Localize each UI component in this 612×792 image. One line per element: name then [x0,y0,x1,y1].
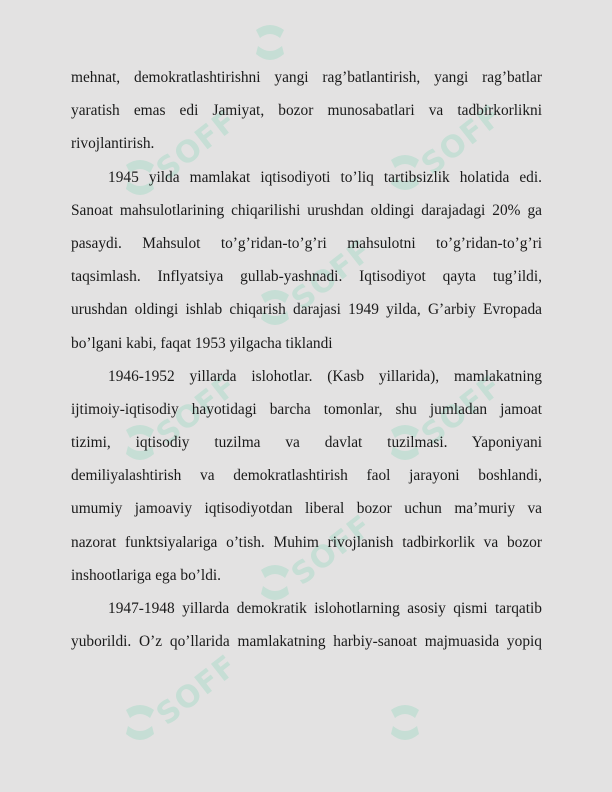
watermark-text: SOFF [150,103,245,188]
text-line: yaratish emas edi Jamiyat, bozor munosabatlari va tadbirkorlikni [71,102,542,120]
watermark-text: SOFF [415,368,510,453]
watermark-text: SOFF [150,368,245,453]
text-line: mehnat, demokratlashtirishni yangi rag’batlantirish, yangi rag’batlar [71,69,542,86]
text-line: inshootlariga ega bo’ldi. [71,566,222,584]
text-line: ijtimoiy-iqtisodiy hayotidagi barcha tomonlar, shu jumladan jamoat [71,400,542,418]
text-line: taqsimlash. Inflyatsiya gullab-yashnadi. Iqtisodiyot qayta tug’ildi, [71,268,542,286]
text-line: yuborildi. O’z qo’llarida mamlakatning harbiy-sanoat majmuasida yopiq [71,633,542,651]
text-line: demiliyalashtirish va demokratlashtirish faol jarayoni boshlandi, [71,467,542,485]
watermark-logo-icon [385,700,425,746]
watermark-logo-icon [250,20,290,66]
watermark-text: SOFF [285,508,380,593]
text-line: 1946-1952 yillarda islohotlar. (Kasb yillarida), mamlakatning [108,367,542,385]
watermark-text: SOFF [150,648,245,733]
watermark-text: SOFF [415,98,510,183]
text-line: bo’lgani kabi, faqat 1953 yilgacha tiklandi [71,334,333,352]
text-line: Sanoat mahsulotlarining chiqarilishi urushdan oldingi darajadagi 20% ga [71,201,542,219]
text-line: 1945 yilda mamlakat iqtisodiyoti to’liq tartibsizlik holatida edi. [108,168,542,186]
watermark-logo-icon [120,700,160,746]
text-line: pasaydi. Mahsulot to’g’ridan-to’g’ri mahsulotni to’g’ridan-to’g’ri [71,234,542,252]
text-line: urushdan oldingi ishlab chiqarish darajasi 1949 yilda, G’arbiy Evropada [71,301,542,319]
watermark-text: SOFF [285,233,380,318]
text-line: nazorat funktsiyalariga o’tish. Muhim rivojlanish tadbirkorlik va bozor [71,533,542,551]
document-body [71,61,542,658]
text-line: 1947-1948 yillarda demokratik islohotlarning asosiy qismi tarqatib [108,600,542,617]
text-line: tizimi, iqtisodiy tuzilma va davlat tuzilmasi. Yaponiyani [71,434,542,452]
text-line: rivojlantirish. [71,135,155,153]
text-line: umumiy jamoaviy iqtisodiyotdan liberal bozor uchun ma’muriy va [71,500,542,518]
